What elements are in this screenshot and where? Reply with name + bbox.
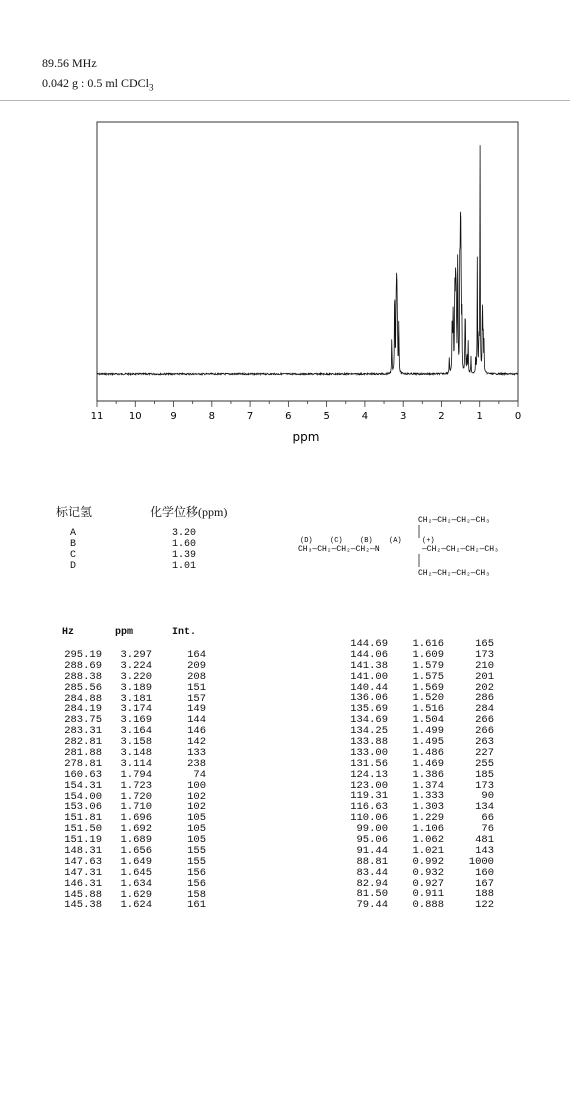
- table-cell: 151.50: [64, 823, 102, 836]
- table-cell: 266: [475, 714, 494, 727]
- table-cell: 238: [187, 757, 206, 770]
- table-cell: 3.174: [120, 703, 152, 716]
- table-cell: 134.25: [350, 725, 388, 738]
- table-cell: 144.69: [350, 638, 388, 650]
- solvent-subscript: 3: [149, 82, 154, 93]
- table-cell: 1.656: [120, 845, 152, 858]
- table-cell: 156: [187, 866, 206, 879]
- table-cell: 284.88: [64, 692, 102, 705]
- table-cell: 286: [475, 692, 494, 705]
- table-cell: 133.88: [350, 736, 388, 749]
- plot-frame: [97, 122, 518, 401]
- table-cell: 141.38: [350, 659, 388, 672]
- table-cell: 173: [475, 779, 494, 792]
- left-int-column: [176, 650, 206, 911]
- table-cell: 0.932: [412, 866, 444, 879]
- table-cell: 122: [475, 899, 494, 912]
- x-tick-label: 8: [208, 411, 216, 422]
- table-cell: 481: [475, 834, 494, 847]
- table-cell: 148.31: [64, 845, 102, 858]
- table-cell: 66: [481, 812, 494, 825]
- table-cell: 74: [193, 768, 206, 781]
- table-cell: 167: [475, 877, 494, 890]
- x-tick-label: 10: [128, 411, 142, 422]
- table-cell: 79.44: [356, 899, 388, 912]
- table-cell: 1.629: [120, 888, 152, 901]
- table-cell: 141.00: [350, 670, 388, 683]
- table-cell: 1.486: [412, 746, 444, 759]
- table-cell: 151: [187, 681, 206, 694]
- structure-top-chain: CH₂—CH₂—CH₂—CH₃: [418, 516, 491, 525]
- table-cell: 1.516: [412, 703, 444, 716]
- table-cell: 285.56: [64, 681, 102, 694]
- table-cell: 144: [187, 714, 206, 727]
- assignment-shift-header: 化学位移(ppm): [150, 505, 228, 519]
- assignment-row-shift: 1.60: [172, 539, 197, 550]
- table-cell: 123.00: [350, 779, 388, 792]
- table-cell: 1.624: [120, 899, 152, 912]
- table-cell: 158: [187, 888, 206, 901]
- table-cell: 1.634: [120, 877, 152, 890]
- table-cell: 91.44: [356, 844, 388, 857]
- table-cell: 1.649: [120, 855, 152, 868]
- x-tick-label: 9: [170, 411, 177, 422]
- table-cell: 201: [475, 670, 494, 683]
- table-cell: 1.469: [412, 757, 444, 770]
- table-cell: 151.19: [64, 834, 102, 847]
- table-cell: 1.720: [120, 790, 152, 803]
- table-cell: 209: [187, 659, 206, 672]
- concentration-text: 0.042 g : 0.5 ml CDCl: [42, 76, 150, 90]
- structure-label-d: (D): [300, 537, 313, 545]
- int-header: Int.: [172, 627, 197, 638]
- table-cell: 1.794: [120, 768, 152, 781]
- table-cell: 144.06: [350, 648, 388, 661]
- table-cell: 1.689: [120, 834, 152, 847]
- table-cell: 1000: [468, 855, 494, 868]
- spectrometer-frequency: 89.56 MHz: [42, 56, 97, 70]
- table-cell: 135.69: [350, 703, 388, 716]
- right-int-column: [462, 639, 494, 911]
- x-tick-label: 6: [285, 411, 292, 422]
- table-cell: 1.062: [412, 834, 444, 847]
- table-cell: 3.169: [120, 714, 152, 727]
- table-cell: 1.609: [412, 648, 444, 661]
- right-ppm-column: [402, 639, 444, 911]
- table-cell: 147.31: [64, 866, 102, 879]
- table-cell: 1.696: [120, 812, 152, 825]
- table-cell: 1.520: [412, 692, 444, 705]
- table-cell: 145.88: [64, 888, 102, 901]
- table-cell: 155: [187, 855, 206, 868]
- right-hz-column: [342, 639, 388, 911]
- table-cell: 90: [481, 790, 494, 803]
- table-cell: 295.19: [64, 649, 102, 661]
- table-cell: 1.386: [412, 768, 444, 781]
- table-cell: 1.229: [412, 812, 444, 825]
- table-cell: 82.94: [356, 877, 388, 890]
- table-cell: 288.38: [64, 670, 102, 683]
- table-cell: 1.106: [412, 823, 444, 836]
- table-cell: 99.00: [356, 823, 388, 836]
- left-ppm-column: [110, 650, 152, 911]
- assignment-row-label: B: [70, 539, 77, 550]
- table-cell: 3.114: [120, 757, 152, 770]
- structure-charge: (+): [422, 537, 435, 545]
- table-cell: 1.333: [412, 790, 444, 803]
- table-cell: 164: [187, 649, 206, 661]
- structure-main-chain-right: —CH₂—CH₂—CH₂—CH₃: [422, 545, 499, 554]
- table-cell: 283.31: [64, 725, 102, 738]
- table-cell: 1.303: [412, 801, 444, 814]
- table-cell: 140.44: [350, 681, 388, 694]
- assignment-row-label: D: [70, 561, 77, 572]
- structure-label-b: (B): [360, 537, 373, 545]
- table-cell: 157: [187, 692, 206, 705]
- table-cell: 3.224: [120, 659, 152, 672]
- assignment-row-label: C: [70, 550, 77, 561]
- table-cell: 124.13: [350, 768, 388, 781]
- table-cell: 149: [187, 703, 206, 716]
- hz-header: Hz: [62, 627, 75, 638]
- table-cell: 282.81: [64, 736, 102, 749]
- x-tick-label: 4: [361, 411, 369, 422]
- spectrum-trace: [97, 145, 518, 375]
- table-cell: 1.692: [120, 823, 152, 836]
- table-cell: 153.06: [64, 801, 102, 814]
- table-cell: 134: [475, 801, 494, 814]
- table-cell: 133: [187, 747, 206, 760]
- table-cell: 83.44: [356, 866, 388, 879]
- x-tick-label: 0: [514, 411, 522, 422]
- table-cell: 105: [187, 834, 206, 847]
- ppm-header: ppm: [115, 627, 134, 638]
- chemical-structure: [296, 508, 566, 578]
- table-cell: 154.00: [64, 790, 102, 803]
- table-cell: 1.569: [412, 681, 444, 694]
- x-axis-label: ppm: [292, 430, 320, 444]
- assignment-row-label: A: [70, 528, 77, 539]
- assignment-row-shift: 1.39: [172, 550, 197, 561]
- table-cell: 0.888: [412, 899, 444, 912]
- assignment-label-header: 标记氢: [56, 505, 93, 519]
- x-tick-label: 3: [399, 411, 407, 422]
- table-cell: 284.19: [64, 703, 102, 716]
- table-cell: 151.81: [64, 812, 102, 825]
- table-cell: 227: [475, 746, 494, 759]
- table-cell: 278.81: [64, 757, 102, 770]
- table-cell: 105: [187, 823, 206, 836]
- table-cell: 1.579: [412, 659, 444, 672]
- table-cell: 161: [187, 899, 206, 912]
- table-cell: 102: [187, 801, 206, 814]
- table-cell: 3.181: [120, 692, 152, 705]
- table-cell: 1.710: [120, 801, 152, 814]
- table-cell: 145.38: [64, 899, 102, 912]
- table-cell: 3.189: [120, 681, 152, 694]
- x-tick-label: 2: [438, 411, 445, 422]
- structure-label-a: (A): [389, 537, 402, 545]
- structure-bottom-chain: CH₂—CH₂—CH₂—CH₃: [418, 569, 491, 578]
- table-cell: 154.31: [64, 779, 102, 792]
- table-cell: 266: [475, 725, 494, 738]
- table-cell: 88.81: [356, 855, 388, 868]
- nmr-spectrum: [0, 0, 570, 460]
- table-cell: 1.575: [412, 670, 444, 683]
- table-cell: 173: [475, 648, 494, 661]
- x-axis: [91, 401, 522, 422]
- table-cell: 3.148: [120, 747, 152, 760]
- table-cell: 0.927: [412, 877, 444, 890]
- table-cell: 155: [187, 845, 206, 858]
- table-cell: 0.911: [412, 888, 444, 901]
- table-cell: 3.164: [120, 725, 152, 738]
- table-cell: 281.88: [64, 747, 102, 760]
- table-cell: 131.56: [350, 757, 388, 770]
- table-cell: 143: [475, 844, 494, 857]
- table-cell: 188: [475, 888, 494, 901]
- table-cell: 119.31: [350, 790, 388, 803]
- table-cell: 160: [475, 866, 494, 879]
- table-cell: 165: [475, 638, 494, 650]
- table-cell: 116.63: [350, 801, 388, 814]
- table-cell: 133.00: [350, 746, 388, 759]
- table-cell: 136.06: [350, 692, 388, 705]
- table-cell: 1.616: [412, 638, 444, 650]
- table-cell: 1.504: [412, 714, 444, 727]
- table-cell: 1.723: [120, 779, 152, 792]
- table-cell: 95.06: [356, 834, 388, 847]
- table-cell: 3.297: [120, 649, 152, 661]
- table-cell: 156: [187, 877, 206, 890]
- table-cell: 288.69: [64, 659, 102, 672]
- x-tick-label: 11: [90, 411, 104, 422]
- table-cell: 160.63: [64, 768, 102, 781]
- structure-main-chain-left: CH₃—CH₂—CH₂—CH₂—N: [298, 545, 380, 554]
- table-cell: 147.63: [64, 855, 102, 868]
- table-cell: 284: [475, 703, 494, 716]
- table-cell: 210: [475, 659, 494, 672]
- left-hz-column: [56, 650, 102, 911]
- table-cell: 1.499: [412, 725, 444, 738]
- x-tick-label: 5: [323, 411, 330, 422]
- table-cell: 208: [187, 670, 206, 683]
- table-cell: 100: [187, 779, 206, 792]
- table-cell: 134.69: [350, 714, 388, 727]
- table-cell: 3.158: [120, 736, 152, 749]
- x-tick-label: 7: [246, 411, 254, 422]
- table-cell: 142: [187, 736, 206, 749]
- table-cell: 76: [481, 823, 494, 836]
- table-cell: 283.75: [64, 714, 102, 727]
- table-cell: 1.645: [120, 866, 152, 879]
- table-cell: 263: [475, 736, 494, 749]
- table-cell: 0.992: [412, 855, 444, 868]
- x-tick-label: 1: [476, 411, 483, 422]
- table-cell: 1.495: [412, 736, 444, 749]
- table-cell: 3.220: [120, 670, 152, 683]
- assignment-row-shift: 1.01: [172, 561, 197, 572]
- table-cell: 102: [187, 790, 206, 803]
- table-cell: 105: [187, 812, 206, 825]
- table-cell: 1.374: [412, 779, 444, 792]
- table-cell: 255: [475, 757, 494, 770]
- table-cell: 146: [187, 725, 206, 738]
- table-cell: 81.50: [356, 888, 388, 901]
- table-cell: 202: [475, 681, 494, 694]
- assignment-row-shift: 3.20: [172, 528, 197, 539]
- table-cell: 110.06: [350, 812, 388, 825]
- table-cell: 146.31: [64, 877, 102, 890]
- structure-label-c: (C): [330, 537, 343, 545]
- table-cell: 1.021: [412, 844, 444, 857]
- table-cell: 185: [475, 768, 494, 781]
